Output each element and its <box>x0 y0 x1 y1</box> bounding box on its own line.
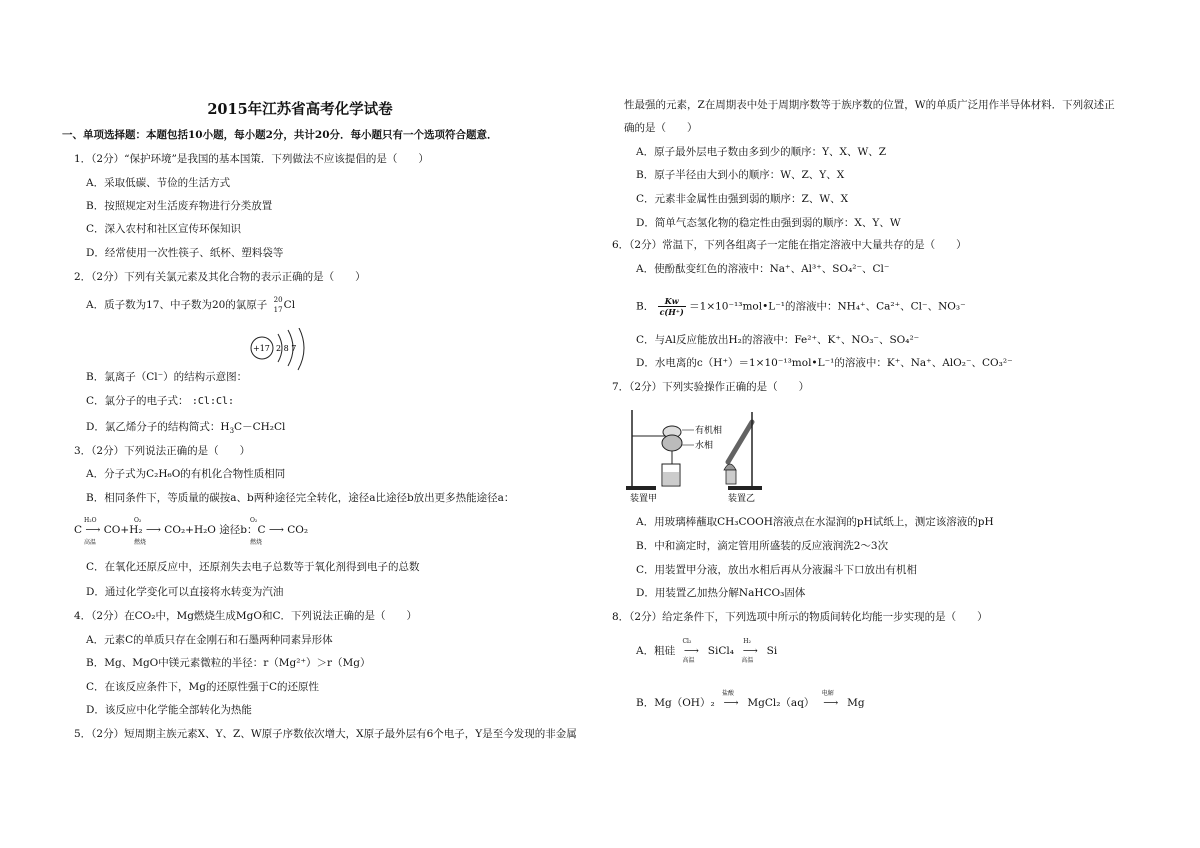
q5-option-c: C．元素非金属性由强到弱的顺序：Z、W、X <box>636 193 849 205</box>
q6-b-fraction <box>658 296 686 317</box>
fraction-denominator: c(H⁺) <box>659 307 684 317</box>
q3-option-b: B．相同条件下，等质量的碳按a、b两种途径完全转化，途径a比途径b放出更多热能途径a： <box>86 492 515 504</box>
isotope-symbol: Cl <box>283 299 296 311</box>
q3-option-a: A．分子式为C₂H₆O的有机化合物性质相同 <box>86 468 286 480</box>
diagram-nucleus: +17 <box>253 344 270 353</box>
q8-option-a <box>636 638 778 664</box>
q5-option-d: D．简单气态氢化物的稳定性由强到弱的顺序：X、Y、W <box>636 217 901 229</box>
q7-stem: 7．（2分）下列实验操作正确的是（ ） <box>612 381 810 393</box>
arrow-1: ⟶ Cl₂ 高温 <box>678 644 704 658</box>
q2-d-sub: 3 <box>229 427 235 436</box>
q5-option-b: B．原子半径由大到小的顺序：W、Z、Y、X <box>636 169 845 181</box>
q6-option-b <box>636 296 966 317</box>
arrow-2-under: 高温 <box>741 657 754 664</box>
q2-c-text: C．氯分子的电子式： <box>86 395 189 407</box>
q3-option-d: D．通过化学变化可以直接将水转变为汽油 <box>86 586 284 598</box>
q2-a-text: A．质子数为17、中子数为20的氯原子 <box>86 299 268 311</box>
q3-stem: 3．（2分）下列说法正确的是（ ） <box>74 445 251 457</box>
q7-option-a: A．用玻璃棒蘸取CH₃COOH溶液点在水湿润的pH试纸上，测定该溶液的pH <box>636 516 994 528</box>
q6-b-rest: ＝1×10⁻¹³mol•L⁻¹的溶液中：NH₄⁺、Ca²⁺、Cl⁻、NO₃⁻ <box>689 300 966 313</box>
electron-formula: :Cl:Cl: <box>191 396 235 407</box>
q8-stem: 8．（2分）给定条件下，下列选项中所示的物质间转化均能一步实现的是（ ） <box>612 611 988 623</box>
q2-stem: 2．（2分）下列有关氯元素及其化合物的表示正确的是（ ） <box>74 271 366 283</box>
q1-stem: 1．（2分）“保护环境”是我国的基本国策．下列做法不应该提倡的是（ ） <box>74 153 429 165</box>
arrow-3-over: 盐酸 <box>722 690 735 697</box>
q5-stem-continued: 性最强的元素，Z在周期表中处于周期序数等于族序数的位置，W的单质广泛用作半导体材料．下列叙述正 <box>624 99 1115 111</box>
diagram-shells: 2 8 7 <box>276 344 297 353</box>
q4-option-b: B．Mg、MgO中镁元素微粒的半径：r（Mg²⁺）＞r（Mg） <box>86 657 371 669</box>
q1-option-c: C．深入农村和社区宣传环保知识 <box>86 223 242 235</box>
section-heading: 一、单项选择题：本题包括10小题，每小题2分，共计20分．每小题只有一个选项符合题意． <box>62 129 498 141</box>
q2-option-c <box>86 394 234 409</box>
apparatus-figure <box>624 400 774 505</box>
q8-a-mid: SiCl₄ <box>707 645 734 657</box>
arrow-1-under: 高温 <box>682 657 695 664</box>
q3-option-c: C．在氧化还原反应中，还原剂失去电子总数等于氧化剂得到电子的总数 <box>86 561 420 573</box>
q2-option-b: B．氯离子（Cl⁻）的结构示意图： <box>86 371 248 383</box>
eq-under2: 燃烧 <box>134 539 147 546</box>
eq-over2: O₂ <box>134 517 142 524</box>
eq-text: C ⟶ CO+H₂ ⟶ CO₂+H₂O 途径b：C ⟶ CO₂ <box>74 524 309 536</box>
eq-over1: H₂O <box>84 517 97 524</box>
eq-b-over: O₂ <box>250 517 258 524</box>
q4-stem: 4．（2分）在CO₂中，Mg燃烧生成MgO和C．下列说法正确的是（ ） <box>74 610 418 622</box>
q2-option-a <box>86 298 297 312</box>
q2-d-prefix: D．氯乙烯分子的结构简式：H <box>86 421 230 433</box>
q8-a-prefix: A．粗硅 <box>636 645 676 657</box>
q1-option-b: B．按照规定对生活废弃物进行分类放置 <box>86 200 273 212</box>
isotope-mass: 20 <box>273 296 283 304</box>
caption-device-b: 装置乙 <box>728 494 756 504</box>
isotope-notation <box>271 298 297 312</box>
arrow-4-over: 电解 <box>821 690 834 697</box>
q6-option-d: D．水电离的c（H⁺）＝1×10⁻¹³mol•L⁻¹的溶液中：K⁺、Na⁺、AlO₂⁻、CO₃²⁻ <box>636 357 1013 369</box>
q1-option-a: A．采取低碳、节俭的生活方式 <box>86 177 231 189</box>
label-organic: 有机相 <box>695 426 723 436</box>
arrow-3: ⟶ 盐酸 <box>718 696 744 710</box>
q5-stem-end: 确的是（ ） <box>624 122 698 134</box>
q6-stem: 6．（2分）常温下，下列各组离子一定能在指定溶液中大量共存的是（ ） <box>612 239 967 251</box>
q7-option-c: C．用装置甲分液，放出水相后再从分液漏斗下口放出有机相 <box>636 564 918 576</box>
q4-option-d: D．该反应中化学能全部转化为热能 <box>86 704 252 716</box>
page-title: 2015年江苏省高考化学试卷 <box>207 101 393 118</box>
q3-equation <box>74 523 308 537</box>
arrow-1-over: Cl₂ <box>682 638 692 645</box>
q5-option-a: A．原子最外层电子数由多到少的顺序：Y、X、W、Z <box>636 146 887 158</box>
arrow-4: ⟶ 电解 <box>818 696 844 710</box>
label-aqueous: 水相 <box>695 441 714 451</box>
q7-option-b: B．中和滴定时，滴定管用所盛装的反应液润洗2～3次 <box>636 540 889 552</box>
q2-option-d <box>86 420 285 438</box>
q4-option-a: A．元素C的单质只存在金刚石和石墨两种同素异形体 <box>86 634 333 646</box>
q7-option-d: D．用装置乙加热分解NaHCO₃固体 <box>636 587 806 599</box>
q1-option-d: D．经常使用一次性筷子、纸杯、塑料袋等 <box>86 247 284 259</box>
isotope-z: 17 <box>273 306 283 314</box>
q4-option-c: C．在该反应条件下，Mg的还原性强于C的还原性 <box>86 681 320 693</box>
q6-option-c: C．与Al反应能放出H₂的溶液中：Fe²⁺、K⁺、NO₃⁻、SO₄²⁻ <box>636 334 920 346</box>
q8-b-end: Mg <box>847 697 865 709</box>
q8-option-b <box>636 690 865 710</box>
q6-option-a: A．使酚酞变红色的溶液中：Na⁺、Al³⁺、SO₄²⁻、Cl⁻ <box>636 263 890 275</box>
q8-a-end: Si <box>766 645 778 657</box>
q5-stem: 5．（2分）短周期主族元素X、Y、Z、W原子序数依次增大，X原子最外层有6个电子，Y是至今发现的非金属 <box>74 728 577 740</box>
arrow-2-over: H₂ <box>743 638 751 645</box>
q6-b-label: B． <box>636 300 655 313</box>
arrow-2: ⟶ H₂ 高温 <box>737 644 763 658</box>
eq-under1: 高温 <box>84 539 97 546</box>
q2-d-rest: C－CH₂Cl <box>234 421 286 433</box>
q8-b-mid: MgCl₂（aq） <box>747 697 815 709</box>
eq-b-under: 燃烧 <box>250 539 263 546</box>
q8-b-prefix: B．Mg（OH）₂ <box>636 697 715 709</box>
caption-device-a: 装置甲 <box>630 494 658 504</box>
fraction-numerator: Kw <box>658 296 686 307</box>
ion-structure-diagram <box>242 328 332 378</box>
